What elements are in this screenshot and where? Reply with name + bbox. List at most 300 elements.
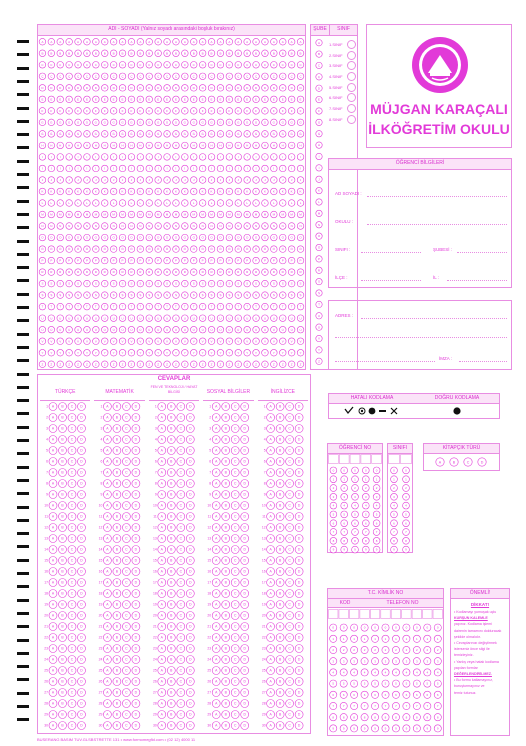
phone-bubble[interactable]	[424, 624, 431, 631]
answer-bubble[interactable]	[186, 414, 194, 422]
name-letter-bubble[interactable]	[288, 177, 295, 184]
name-letter-bubble[interactable]	[164, 96, 171, 103]
answer-bubble[interactable]	[222, 491, 230, 499]
answer-bubble[interactable]	[78, 513, 86, 521]
answer-bubble[interactable]	[158, 469, 166, 477]
name-letter-bubble[interactable]	[155, 234, 162, 241]
name-letter-bubble[interactable]	[39, 223, 46, 230]
phone-bubble[interactable]	[371, 725, 378, 732]
name-letter-bubble[interactable]	[173, 142, 180, 149]
branch-letter-bubble[interactable]	[316, 165, 322, 171]
phone-bubble[interactable]	[361, 714, 368, 721]
answer-bubble[interactable]	[167, 414, 175, 422]
answer-bubble[interactable]	[222, 414, 230, 422]
name-letter-bubble[interactable]	[262, 119, 269, 126]
name-letter-bubble[interactable]	[262, 280, 269, 287]
name-letter-bubble[interactable]	[39, 108, 46, 115]
answer-bubble[interactable]	[212, 469, 220, 477]
name-letter-bubble[interactable]	[235, 361, 242, 368]
signature-line[interactable]	[459, 361, 507, 362]
name-letter-bubble[interactable]	[235, 257, 242, 264]
student-number-bubble[interactable]	[330, 511, 337, 518]
answer-bubble[interactable]	[276, 612, 284, 620]
name-letter-bubble[interactable]	[146, 292, 153, 299]
name-letter-bubble[interactable]	[66, 131, 73, 138]
name-letter-bubble[interactable]	[208, 292, 215, 299]
name-letter-bubble[interactable]	[271, 85, 278, 92]
name-letter-bubble[interactable]	[208, 154, 215, 161]
answer-bubble[interactable]	[222, 557, 230, 565]
answer-bubble[interactable]	[59, 436, 67, 444]
name-letter-bubble[interactable]	[57, 292, 64, 299]
name-letter-bubble[interactable]	[271, 142, 278, 149]
answer-bubble[interactable]	[78, 645, 86, 653]
name-letter-bubble[interactable]	[128, 303, 135, 310]
name-letter-bubble[interactable]	[235, 303, 242, 310]
name-letter-bubble[interactable]	[110, 361, 117, 368]
name-letter-bubble[interactable]	[190, 131, 197, 138]
answer-bubble[interactable]	[231, 513, 239, 521]
name-letter-bubble[interactable]	[128, 315, 135, 322]
name-letter-bubble[interactable]	[253, 280, 260, 287]
name-letter-bubble[interactable]	[128, 326, 135, 333]
name-letter-bubble[interactable]	[217, 61, 224, 68]
name-letter-bubble[interactable]	[199, 177, 206, 184]
answer-bubble[interactable]	[286, 491, 294, 499]
name-letter-bubble[interactable]	[190, 38, 197, 45]
answer-bubble[interactable]	[49, 711, 57, 719]
answer-bubble[interactable]	[122, 469, 130, 477]
name-letter-bubble[interactable]	[110, 211, 117, 218]
name-letter-bubble[interactable]	[271, 234, 278, 241]
answer-bubble[interactable]	[212, 579, 220, 587]
answer-bubble[interactable]	[113, 502, 121, 510]
name-letter-bubble[interactable]	[279, 246, 286, 253]
answer-bubble[interactable]	[68, 414, 76, 422]
answer-bubble[interactable]	[68, 403, 76, 411]
name-letter-bubble[interactable]	[48, 303, 55, 310]
answer-bubble[interactable]	[100, 480, 111, 488]
name-letter-bubble[interactable]	[235, 234, 242, 241]
answer-bubble[interactable]	[295, 557, 303, 565]
answer-bubble[interactable]	[103, 513, 111, 521]
name-letter-bubble[interactable]	[297, 200, 304, 207]
answer-bubble[interactable]	[267, 623, 275, 631]
name-letter-bubble[interactable]	[288, 188, 295, 195]
name-letter-bubble[interactable]	[39, 85, 46, 92]
answer-bubble[interactable]	[286, 502, 294, 510]
name-letter-bubble[interactable]	[101, 315, 108, 322]
answer-bubble[interactable]	[212, 502, 220, 510]
answer-bubble[interactable]	[158, 491, 166, 499]
name-letter-bubble[interactable]	[75, 269, 82, 276]
name-letter-bubble[interactable]	[279, 280, 286, 287]
answer-bubble[interactable]	[295, 403, 303, 411]
phone-bubble[interactable]	[413, 635, 420, 642]
name-letter-bubble[interactable]	[253, 326, 260, 333]
student-number-bubble[interactable]	[330, 520, 337, 527]
name-letter-bubble[interactable]	[137, 85, 144, 92]
name-letter-bubble[interactable]	[101, 119, 108, 126]
phone-digit-cell[interactable]	[423, 610, 432, 619]
phone-bubble[interactable]	[371, 714, 378, 721]
answer-bubble[interactable]	[276, 447, 284, 455]
name-letter-bubble[interactable]	[57, 315, 64, 322]
answer-bubble[interactable]	[267, 557, 275, 565]
grade-option[interactable]	[329, 50, 356, 61]
student-number-bubble[interactable]	[341, 502, 348, 509]
name-letter-bubble[interactable]	[297, 269, 304, 276]
phone-bubble[interactable]	[413, 691, 420, 698]
name-letter-bubble[interactable]	[253, 165, 260, 172]
name-letter-bubble[interactable]	[119, 188, 126, 195]
answer-bubble[interactable]	[59, 557, 67, 565]
phone-bubble[interactable]	[434, 691, 441, 698]
name-letter-bubble[interactable]	[146, 85, 153, 92]
answer-bubble[interactable]	[78, 502, 86, 510]
answer-bubble[interactable]	[177, 535, 185, 543]
answer-bubble[interactable]	[222, 524, 230, 532]
answer-bubble[interactable]	[68, 656, 76, 664]
name-letter-bubble[interactable]	[137, 119, 144, 126]
name-letter-bubble[interactable]	[253, 96, 260, 103]
answer-bubble[interactable]	[68, 436, 76, 444]
answer-bubble[interactable]	[132, 425, 140, 433]
name-letter-bubble[interactable]	[279, 338, 286, 345]
name-letter-bubble[interactable]	[119, 234, 126, 241]
answer-bubble[interactable]	[167, 623, 175, 631]
name-letter-bubble[interactable]	[190, 269, 197, 276]
answer-bubble[interactable]	[113, 403, 121, 411]
name-letter-bubble[interactable]	[262, 349, 269, 356]
name-letter-bubble[interactable]	[137, 280, 144, 287]
name-letter-bubble[interactable]	[155, 38, 162, 45]
answer-bubble[interactable]	[132, 601, 140, 609]
answer-bubble[interactable]	[186, 612, 194, 620]
answer-bubble[interactable]	[295, 678, 303, 686]
answer-bubble[interactable]	[113, 568, 121, 576]
answer-bubble[interactable]	[59, 689, 67, 697]
answer-bubble[interactable]	[295, 711, 303, 719]
student-number-bubble[interactable]	[352, 529, 359, 536]
phone-bubble[interactable]	[434, 624, 441, 631]
name-letter-bubble[interactable]	[110, 38, 117, 45]
name-letter-bubble[interactable]	[84, 326, 91, 333]
phone-bubble[interactable]	[392, 669, 399, 676]
name-letter-bubble[interactable]	[137, 338, 144, 345]
answer-bubble[interactable]	[103, 656, 111, 664]
answer-bubble[interactable]	[132, 403, 140, 411]
answer-bubble[interactable]	[78, 656, 86, 664]
name-letter-bubble[interactable]	[128, 142, 135, 149]
name-letter-bubble[interactable]	[84, 119, 91, 126]
answer-bubble[interactable]	[167, 513, 175, 521]
name-letter-bubble[interactable]	[48, 338, 55, 345]
phone-bubble[interactable]	[351, 646, 358, 653]
name-letter-bubble[interactable]	[146, 315, 153, 322]
name-letter-bubble[interactable]	[262, 200, 269, 207]
answer-bubble[interactable]	[59, 524, 67, 532]
name-letter-bubble[interactable]	[235, 165, 242, 172]
answer-bubble[interactable]	[186, 447, 194, 455]
name-letter-bubble[interactable]	[271, 165, 278, 172]
phone-bubble[interactable]	[424, 635, 431, 642]
name-letter-bubble[interactable]	[164, 326, 171, 333]
answer-bubble[interactable]	[103, 711, 111, 719]
answer-bubble[interactable]	[231, 502, 239, 510]
answer-bubble[interactable]	[103, 634, 111, 642]
name-letter-bubble[interactable]	[119, 200, 126, 207]
name-letter-bubble[interactable]	[253, 108, 260, 115]
name-letter-bubble[interactable]	[164, 223, 171, 230]
name-letter-bubble[interactable]	[57, 50, 64, 57]
answer-bubble[interactable]	[186, 678, 194, 686]
name-letter-bubble[interactable]	[226, 154, 233, 161]
answer-bubble[interactable]	[122, 414, 130, 422]
name-letter-bubble[interactable]	[244, 280, 251, 287]
name-letter-bubble[interactable]	[137, 349, 144, 356]
answer-bubble[interactable]	[167, 502, 175, 510]
phone-bubble[interactable]	[330, 680, 337, 687]
answer-bubble[interactable]	[222, 469, 230, 477]
name-letter-bubble[interactable]	[173, 61, 180, 68]
answer-bubble[interactable]	[167, 700, 175, 708]
phone-bubble[interactable]	[434, 669, 441, 676]
name-letter-bubble[interactable]	[208, 303, 215, 310]
name-letter-bubble[interactable]	[208, 73, 215, 80]
answer-bubble[interactable]	[122, 711, 130, 719]
branch-letter-bubble[interactable]	[316, 85, 322, 91]
name-letter-bubble[interactable]	[110, 223, 117, 230]
name-letter-bubble[interactable]	[164, 349, 171, 356]
grade-option-bubble[interactable]	[347, 51, 356, 60]
name-letter-bubble[interactable]	[217, 38, 224, 45]
name-letter-bubble[interactable]	[146, 154, 153, 161]
branch-letter-bubble[interactable]	[316, 290, 322, 296]
name-letter-bubble[interactable]	[279, 85, 286, 92]
name-letter-bubble[interactable]	[288, 280, 295, 287]
answer-bubble[interactable]	[158, 436, 166, 444]
name-letter-bubble[interactable]	[137, 223, 144, 230]
answer-bubble[interactable]	[222, 568, 230, 576]
name-letter-bubble[interactable]	[271, 223, 278, 230]
name-letter-bubble[interactable]	[155, 269, 162, 276]
name-letter-bubble[interactable]	[128, 246, 135, 253]
answer-bubble[interactable]	[231, 656, 239, 664]
name-letter-bubble[interactable]	[271, 315, 278, 322]
answer-bubble[interactable]	[78, 535, 86, 543]
name-letter-bubble[interactable]	[48, 165, 55, 172]
phone-bubble[interactable]	[382, 624, 389, 631]
answer-bubble[interactable]	[241, 502, 249, 510]
answer-bubble[interactable]	[103, 590, 111, 598]
student-number-bubble[interactable]	[330, 485, 337, 492]
name-letter-bubble[interactable]	[164, 131, 171, 138]
student-number-bubble[interactable]	[373, 546, 380, 553]
answer-bubble[interactable]	[78, 414, 86, 422]
name-letter-bubble[interactable]	[279, 326, 286, 333]
name-letter-bubble[interactable]	[101, 165, 108, 172]
answer-bubble[interactable]	[59, 425, 67, 433]
name-letter-bubble[interactable]	[128, 154, 135, 161]
grade-bubble[interactable]	[391, 520, 398, 527]
name-letter-bubble[interactable]	[279, 361, 286, 368]
phone-bubble[interactable]	[413, 658, 420, 665]
name-letter-bubble[interactable]	[155, 131, 162, 138]
answer-bubble[interactable]	[222, 601, 230, 609]
name-letter-bubble[interactable]	[190, 154, 197, 161]
name-letter-bubble[interactable]	[199, 269, 206, 276]
name-letter-bubble[interactable]	[155, 246, 162, 253]
name-letter-bubble[interactable]	[137, 246, 144, 253]
answer-bubble[interactable]	[295, 601, 303, 609]
name-letter-bubble[interactable]	[173, 108, 180, 115]
answer-bubble[interactable]	[78, 722, 86, 730]
name-letter-bubble[interactable]	[137, 142, 144, 149]
phone-bubble[interactable]	[392, 702, 399, 709]
name-letter-bubble[interactable]	[173, 223, 180, 230]
answer-bubble[interactable]	[241, 425, 249, 433]
name-letter-bubble[interactable]	[190, 165, 197, 172]
answer-bubble[interactable]	[49, 535, 57, 543]
answer-bubble[interactable]	[186, 502, 194, 510]
answer-bubble[interactable]	[212, 678, 220, 686]
answer-bubble[interactable]	[49, 546, 57, 554]
name-letter-bubble[interactable]	[39, 50, 46, 57]
answer-bubble[interactable]	[167, 480, 175, 488]
answer-bubble[interactable]	[222, 656, 230, 664]
student-number-bubble[interactable]	[330, 467, 337, 474]
name-letter-bubble[interactable]	[199, 61, 206, 68]
answer-bubble[interactable]	[113, 689, 121, 697]
name-letter-bubble[interactable]	[297, 73, 304, 80]
name-letter-bubble[interactable]	[164, 188, 171, 195]
answer-bubble[interactable]	[276, 678, 284, 686]
name-letter-bubble[interactable]	[48, 200, 55, 207]
answer-bubble[interactable]	[267, 711, 275, 719]
name-letter-bubble[interactable]	[66, 361, 73, 368]
name-letter-bubble[interactable]	[93, 188, 100, 195]
name-letter-bubble[interactable]	[101, 223, 108, 230]
answer-bubble[interactable]	[100, 447, 111, 455]
student-number-bubble[interactable]	[330, 476, 337, 483]
name-letter-bubble[interactable]	[155, 200, 162, 207]
name-letter-bubble[interactable]	[110, 349, 117, 356]
name-letter-bubble[interactable]	[57, 96, 64, 103]
answer-bubble[interactable]	[286, 689, 294, 697]
answer-bubble[interactable]	[241, 590, 249, 598]
name-letter-bubble[interactable]	[48, 177, 55, 184]
name-letter-bubble[interactable]	[217, 303, 224, 310]
branch-letter-bubble[interactable]	[316, 131, 322, 137]
answer-bubble[interactable]	[103, 623, 111, 631]
answer-bubble[interactable]	[132, 502, 140, 510]
answer-bubble[interactable]	[132, 480, 140, 488]
name-letter-bubble[interactable]	[146, 50, 153, 57]
branch-letter-bubble[interactable]	[316, 267, 322, 273]
answer-bubble[interactable]	[122, 656, 130, 664]
phone-digit-cell[interactable]	[339, 610, 348, 619]
name-letter-bubble[interactable]	[253, 50, 260, 57]
name-letter-bubble[interactable]	[48, 292, 55, 299]
name-letter-bubble[interactable]	[288, 142, 295, 149]
name-letter-bubble[interactable]	[288, 338, 295, 345]
answer-bubble[interactable]	[100, 425, 111, 433]
name-letter-bubble[interactable]	[39, 165, 46, 172]
answer-bubble[interactable]	[132, 678, 140, 686]
name-letter-bubble[interactable]	[297, 280, 304, 287]
name-letter-bubble[interactable]	[199, 326, 206, 333]
name-letter-bubble[interactable]	[155, 326, 162, 333]
answer-bubble[interactable]	[231, 557, 239, 565]
answer-bubble[interactable]	[231, 535, 239, 543]
name-letter-bubble[interactable]	[119, 280, 126, 287]
student-number-bubble[interactable]	[341, 485, 348, 492]
name-letter-bubble[interactable]	[119, 61, 126, 68]
grade-bubble-grid[interactable]	[388, 454, 412, 554]
name-letter-bubble[interactable]	[155, 211, 162, 218]
student-number-grid[interactable]	[328, 454, 382, 554]
name-letter-bubble[interactable]	[244, 315, 251, 322]
phone-bubble[interactable]	[340, 658, 347, 665]
answer-bubble[interactable]	[177, 403, 185, 411]
answer-bubble[interactable]	[231, 700, 239, 708]
branch-letter-bubble[interactable]	[316, 222, 322, 228]
answer-bubble[interactable]	[113, 667, 121, 675]
name-letter-bubble[interactable]	[217, 315, 224, 322]
name-letter-bubble[interactable]	[279, 292, 286, 299]
answer-bubble[interactable]	[59, 601, 67, 609]
name-letter-bubble[interactable]	[39, 61, 46, 68]
name-letter-bubble[interactable]	[155, 96, 162, 103]
answer-bubble[interactable]	[158, 590, 166, 598]
answer-bubble[interactable]	[286, 590, 294, 598]
answer-bubble[interactable]	[59, 623, 67, 631]
name-letter-bubble[interactable]	[155, 257, 162, 264]
answer-bubble[interactable]	[68, 590, 76, 598]
branch-letter-bubble[interactable]	[316, 119, 322, 125]
name-letter-bubble[interactable]	[244, 38, 251, 45]
answer-bubble[interactable]	[49, 656, 57, 664]
name-letter-bubble[interactable]	[137, 269, 144, 276]
answer-bubble[interactable]	[295, 590, 303, 598]
name-letter-bubble[interactable]	[226, 257, 233, 264]
name-letter-bubble[interactable]	[208, 108, 215, 115]
name-letter-bubble[interactable]	[119, 303, 126, 310]
answer-bubble[interactable]	[49, 469, 57, 477]
name-letter-bubble[interactable]	[137, 211, 144, 218]
answer-bubble[interactable]	[286, 403, 294, 411]
branch-letter-bubble[interactable]	[316, 233, 322, 239]
phone-bubble[interactable]	[413, 725, 420, 732]
phone-bubble[interactable]	[413, 624, 420, 631]
name-letter-bubble[interactable]	[164, 85, 171, 92]
answer-bubble[interactable]	[158, 513, 166, 521]
answer-bubble[interactable]	[212, 601, 220, 609]
name-letter-bubble[interactable]	[226, 165, 233, 172]
name-letter-bubble[interactable]	[101, 234, 108, 241]
name-letter-bubble[interactable]	[217, 96, 224, 103]
answer-bubble[interactable]	[49, 634, 57, 642]
name-letter-bubble[interactable]	[119, 96, 126, 103]
name-letter-bubble[interactable]	[39, 119, 46, 126]
answer-bubble[interactable]	[113, 700, 121, 708]
answer-bubble[interactable]	[78, 634, 86, 642]
answer-bubble[interactable]	[286, 568, 294, 576]
name-letter-bubble[interactable]	[110, 119, 117, 126]
name-letter-bubble[interactable]	[146, 200, 153, 207]
name-letter-bubble[interactable]	[297, 246, 304, 253]
